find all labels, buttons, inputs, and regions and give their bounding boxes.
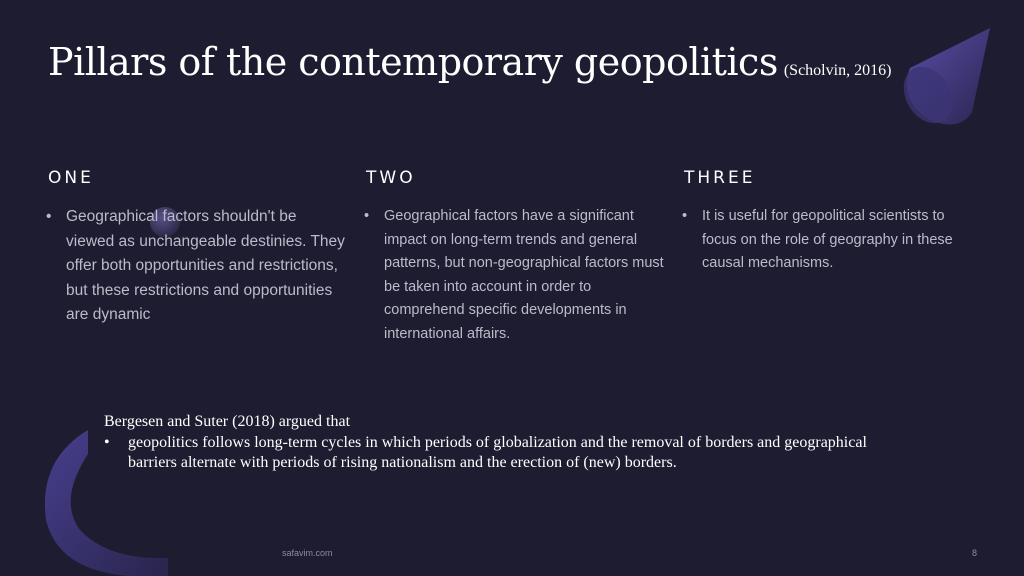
note-intro: Bergesen and Suter (2018) argued that bbox=[104, 413, 351, 430]
title-main: Pillars of the contemporary geopolitics bbox=[48, 40, 778, 84]
citation-note bbox=[104, 412, 904, 474]
column-one-bullet: • Geographical factors shouldn't be viewed as unchangeable destinies. They offer both opportunities and restrictions, but these restrictions and opportunities are dynamic bbox=[46, 205, 346, 328]
page-number: 8 bbox=[972, 548, 978, 558]
note-bullet: • geopolitics follows long-term cycles in which periods of globalization and the removal of borders and geographical barriers alternate with periods of rising nationalism and the erection of (new) borders. bbox=[104, 433, 904, 474]
title-citation: (Scholvin, 2016) bbox=[783, 62, 892, 79]
column-two-bullet: • Geographical factors have a significant impact on long-term trends and general patterns, but non-geographical factors must be taken into account in order to comprehend specific developments in international affairs. bbox=[364, 205, 664, 346]
column-three-body bbox=[682, 205, 982, 276]
column-heading-two: TWO bbox=[366, 168, 416, 188]
column-three-bullet: • It is useful for geopolitical scientists to focus on the role of geography in these causal mechanisms. bbox=[682, 205, 982, 276]
column-one-body bbox=[46, 205, 346, 328]
slide-title bbox=[48, 40, 891, 84]
column-heading-three: THREE bbox=[684, 168, 756, 188]
footer-site: safavim.com bbox=[282, 548, 333, 558]
column-heading-one: ONE bbox=[48, 168, 94, 188]
cone-decoration bbox=[890, 20, 1000, 135]
column-two-body bbox=[364, 205, 664, 346]
